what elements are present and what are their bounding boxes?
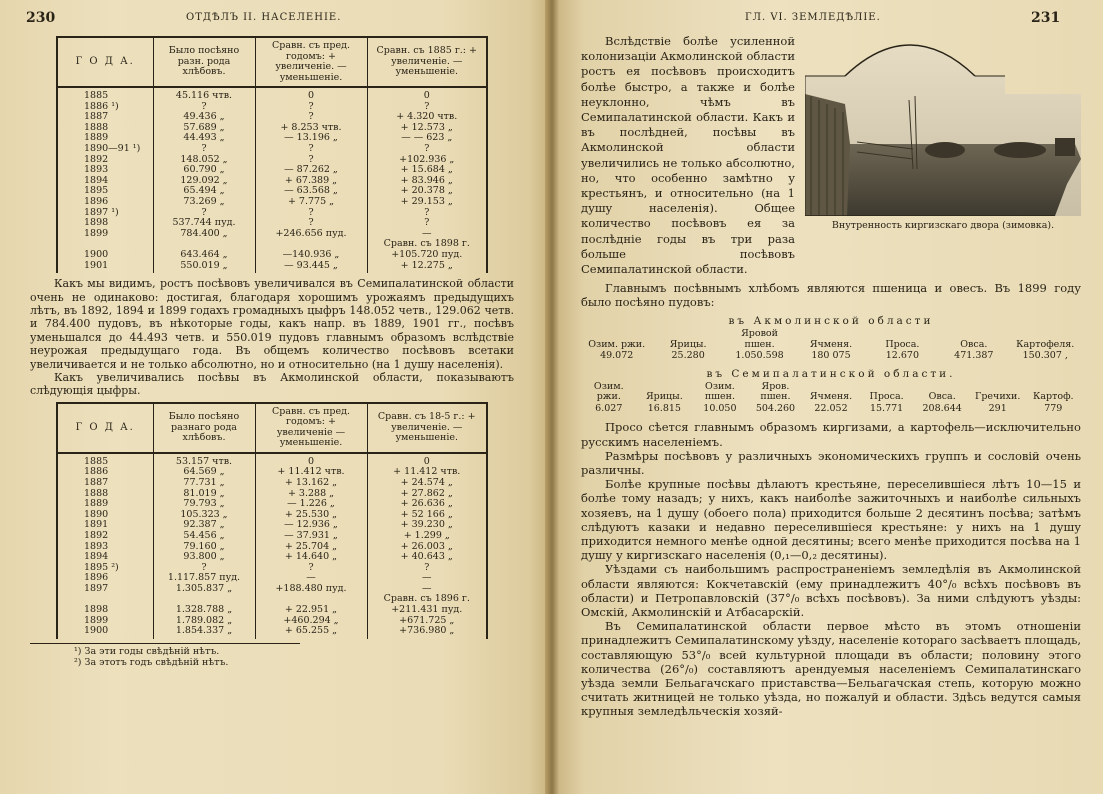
value-cell: 60.790 „ bbox=[153, 165, 255, 176]
crop-label bbox=[1028, 382, 1080, 403]
crop-label bbox=[805, 382, 857, 403]
value-cell: Сравн. съ 1896 г. bbox=[367, 594, 487, 605]
value-cell: + 1.299 „ bbox=[367, 531, 487, 542]
table-row bbox=[57, 499, 487, 510]
crop-value: 6.027 bbox=[595, 402, 623, 414]
value-cell: +246.656 пуд. bbox=[255, 229, 367, 240]
value-cell: + 12.573 „ bbox=[367, 123, 487, 134]
year-cell bbox=[57, 594, 153, 605]
value-cell: 643.464 „ bbox=[153, 250, 255, 261]
table-row bbox=[57, 510, 487, 521]
footnote: ¹) За эти годы свѣдѣній нѣтъ. bbox=[74, 645, 220, 657]
value-cell bbox=[153, 594, 255, 605]
year-cell: 1888 bbox=[57, 123, 153, 134]
value-cell: + 13.162 „ bbox=[255, 478, 367, 489]
year-cell: 1891 bbox=[57, 520, 153, 531]
crop-value: 15.771 bbox=[869, 402, 904, 414]
value-cell: ? bbox=[255, 112, 367, 123]
table-row bbox=[57, 552, 487, 563]
crop-label-text: Ячменя. bbox=[809, 338, 853, 350]
value-cell bbox=[153, 239, 255, 250]
value-cell: + 11.412 чтв. bbox=[367, 467, 487, 478]
crop-label bbox=[940, 329, 1007, 350]
value-cell: 57.689 „ bbox=[153, 123, 255, 134]
value-cell: — 37.931 „ bbox=[255, 531, 367, 542]
value-cell: 550.019 „ bbox=[153, 261, 255, 274]
value-cell: 49.436 „ bbox=[153, 112, 255, 123]
value-cell: Сравн. съ 1898 г. bbox=[367, 239, 487, 250]
value-cell: 79.160 „ bbox=[153, 542, 255, 553]
book-gutter bbox=[545, 0, 559, 794]
paragraph: Въ Семипалатинской области первое мѣсто въ этомъ отношеніи принадлежитъ Семипалатинскому уѣзду, населеніе котораго засѣваетъ площадь, составляющую 53°/₀ всей культурной площади въ области; половину этого количества (26°/₀) составляютъ арендуемыя населеніемъ Семипалатинскаго уѣзда земли Бельагачскаго приставства—Бельагачская степь, которую можно считать житницей не только уѣзда, но пожалуй и области. Здѣсь ведутся самыя крупныя земледѣльческія хозяй- bbox=[581, 619, 1081, 719]
crop-label bbox=[583, 382, 635, 403]
year-cell: 1893 bbox=[57, 542, 153, 553]
crop-value: 180 075 bbox=[811, 350, 851, 362]
value-cell: 784.400 „ bbox=[153, 229, 255, 240]
table-row bbox=[57, 573, 487, 584]
column-header: Сравн. съ 1885 г.: + увеличеніе. — уменьшеніе. bbox=[367, 37, 487, 87]
crop-label bbox=[916, 382, 968, 403]
value-cell: + 26.003 „ bbox=[367, 542, 487, 553]
year-cell bbox=[57, 239, 153, 250]
column-header: Было посѣяно разнаго рода хлѣбовъ. bbox=[153, 403, 255, 453]
value-cell: 105.323 „ bbox=[153, 510, 255, 521]
value-cell: 0 bbox=[367, 87, 487, 102]
value-cell: + 40.643 „ bbox=[367, 552, 487, 563]
value-cell: + 27.862 „ bbox=[367, 489, 487, 500]
crop-value: 779 bbox=[1044, 402, 1063, 414]
year-cell: 1895 bbox=[57, 186, 153, 197]
crop-label-text: Проса. bbox=[869, 391, 904, 403]
value-cell: +736.980 „ bbox=[367, 626, 487, 639]
crop-value: 16.815 bbox=[647, 402, 681, 414]
year-cell: 1886 ¹) bbox=[57, 102, 153, 113]
year-cell: 1900 bbox=[57, 250, 153, 261]
value-cell: 0 bbox=[367, 453, 487, 468]
right-top-block bbox=[581, 34, 1081, 277]
table-row bbox=[57, 133, 487, 144]
table-row bbox=[57, 626, 487, 639]
value-cell: + 11.412 чтв. bbox=[255, 467, 367, 478]
crop-value: 150.307 , bbox=[1022, 350, 1068, 362]
value-cell: ? bbox=[367, 144, 487, 155]
value-cell: + 29.153 „ bbox=[367, 197, 487, 208]
value-cell: + 15.684 „ bbox=[367, 165, 487, 176]
value-cell: — bbox=[367, 584, 487, 595]
value-cell: ? bbox=[153, 208, 255, 219]
crop-label bbox=[639, 382, 691, 403]
semipalatinsk-title: въ Семипалатинской области. bbox=[706, 367, 956, 380]
value-cell: + 67.389 „ bbox=[255, 176, 367, 187]
table-row bbox=[57, 239, 487, 250]
value-cell: 77.731 „ bbox=[153, 478, 255, 489]
crop-column bbox=[867, 329, 938, 362]
value-cell: 45.116 чтв. bbox=[153, 87, 255, 102]
value-cell: ? bbox=[153, 563, 255, 574]
crop-column bbox=[652, 329, 723, 362]
page-number: 230 bbox=[26, 10, 56, 26]
table-row bbox=[57, 616, 487, 627]
crop-value: 12.670 bbox=[885, 350, 920, 362]
semipalatinsk-sowing-table bbox=[56, 36, 488, 273]
year-cell: 1894 bbox=[57, 176, 153, 187]
value-cell: 1.854.337 „ bbox=[153, 626, 255, 639]
value-cell: + 24.574 „ bbox=[367, 478, 487, 489]
column-header: Сравн. съ 18-5 г.: + увеличеніе. — уменьшеніе. bbox=[367, 403, 487, 453]
crop-value: 10.050 bbox=[703, 402, 737, 414]
value-cell: +671.725 „ bbox=[367, 616, 487, 627]
crop-column bbox=[724, 329, 795, 362]
value-cell: + 20.378 „ bbox=[367, 186, 487, 197]
crop-label-text: Ярицы. bbox=[645, 391, 683, 403]
value-cell: ? bbox=[255, 208, 367, 219]
table-row bbox=[57, 250, 487, 261]
crop-label-text: Проса. bbox=[885, 338, 920, 350]
table-row bbox=[57, 453, 487, 468]
value-cell: — bbox=[255, 573, 367, 584]
table-row bbox=[57, 112, 487, 123]
value-cell: +211.431 пуд. bbox=[367, 605, 487, 616]
crop-label-text: Овса. bbox=[928, 391, 956, 403]
value-cell: ? bbox=[153, 144, 255, 155]
value-cell: 79.793 „ bbox=[153, 499, 255, 510]
crop-label-text: Картоф. bbox=[1033, 391, 1074, 403]
paragraph: Просо сѣется главнымъ образомъ киргизами, а картофель—исключительно русскимъ населеніемъ. bbox=[581, 420, 1081, 449]
year-cell: 1888 bbox=[57, 489, 153, 500]
paragraph: Главнымъ посѣвнымъ хлѣбомъ являются пшеница и овесъ. Въ 1899 году было посѣяно пудовъ: bbox=[581, 281, 1081, 310]
crop-label-text: Картофеля. bbox=[1016, 338, 1075, 350]
crop-column bbox=[803, 382, 859, 415]
running-head: ОТДѢЛЪ II. НАСЕЛЕНІЕ. bbox=[186, 12, 342, 23]
figure bbox=[805, 34, 1081, 232]
table-row bbox=[57, 594, 487, 605]
value-cell: ? bbox=[255, 102, 367, 113]
crop-label-text: Озим. ржи. bbox=[588, 338, 646, 350]
table-row bbox=[57, 155, 487, 166]
crop-column bbox=[637, 382, 693, 415]
paragraph: Уѣздами съ наибольшимъ распространеніемъ земледѣлія въ Акмолинской области являются: Кокчетавскій (ему принадлежитъ 40°/₀ всѣхъ посѣвовъ въ области) и Петропавловскій (37°/₀ всѣхъ посѣвовъ). За ними слѣдуютъ уѣзды: Омскій, Акмолинскій и Атбасарскій. bbox=[581, 562, 1081, 620]
table-row bbox=[57, 208, 487, 219]
value-cell: — 12.936 „ bbox=[255, 520, 367, 531]
value-cell: +188.480 пуд. bbox=[255, 584, 367, 595]
table-row bbox=[57, 584, 487, 595]
value-cell: ? bbox=[255, 155, 367, 166]
value-cell: ? bbox=[367, 208, 487, 219]
table-row bbox=[57, 478, 487, 489]
crop-column bbox=[938, 329, 1009, 362]
table-row bbox=[57, 176, 487, 187]
crop-value: 1.050.598 bbox=[735, 350, 784, 362]
year-cell: 1890 bbox=[57, 510, 153, 521]
crop-column bbox=[692, 382, 748, 415]
crop-value: 25.280 bbox=[671, 350, 705, 362]
year-cell: 1885 bbox=[57, 87, 153, 102]
left-column bbox=[30, 36, 514, 668]
column-header: Сравн. съ пред. годомъ: + увеличеніе — уменьшеніе. bbox=[255, 403, 367, 453]
year-cell: 1896 bbox=[57, 573, 153, 584]
footnote: ²) За этотъ годъ свѣдѣній нѣтъ. bbox=[74, 656, 229, 668]
value-cell: ? bbox=[367, 102, 487, 113]
page-number: 231 bbox=[1031, 10, 1061, 26]
year-cell: 1887 bbox=[57, 112, 153, 123]
year-cell: 1899 bbox=[57, 616, 153, 627]
crop-column bbox=[581, 329, 652, 362]
year-cell: 1893 bbox=[57, 165, 153, 176]
crop-label-text: Озим. пшен. bbox=[704, 380, 735, 403]
table-row bbox=[57, 123, 487, 134]
value-cell: — 13.196 „ bbox=[255, 133, 367, 144]
year-cell: 1899 bbox=[57, 229, 153, 240]
akmolinsk-title: въ Акмолинской области bbox=[728, 315, 934, 328]
year-cell: 1892 bbox=[57, 531, 153, 542]
year-cell: 1897 bbox=[57, 584, 153, 595]
year-cell: 1901 bbox=[57, 261, 153, 274]
value-cell: + 7.775 „ bbox=[255, 197, 367, 208]
value-cell: + 25.704 „ bbox=[255, 542, 367, 553]
crop-label bbox=[1012, 329, 1079, 350]
table-row bbox=[57, 87, 487, 102]
value-cell: + 25.530 „ bbox=[255, 510, 367, 521]
value-cell: +105.720 пуд. bbox=[367, 250, 487, 261]
left-body-text bbox=[30, 277, 514, 398]
right-body-text bbox=[581, 420, 1081, 718]
value-cell: 92.387 „ bbox=[153, 520, 255, 531]
crop-label bbox=[972, 382, 1024, 403]
crop-column bbox=[914, 382, 970, 415]
value-cell: 81.019 „ bbox=[153, 489, 255, 500]
crop-column bbox=[859, 382, 915, 415]
value-cell: +102.936 „ bbox=[367, 155, 487, 166]
crop-label-text: Овса. bbox=[960, 338, 988, 350]
table-row bbox=[57, 261, 487, 274]
value-cell: 65.494 „ bbox=[153, 186, 255, 197]
value-cell: 44.493 „ bbox=[153, 133, 255, 144]
yard-photo bbox=[805, 34, 1081, 216]
right-column bbox=[581, 281, 1081, 719]
footnotes bbox=[30, 643, 514, 668]
crop-value: 22.052 bbox=[814, 402, 848, 414]
footnote-rule bbox=[30, 643, 300, 644]
crop-label-text: Гречихи. bbox=[975, 391, 1021, 403]
crop-label-text: Ярицы. bbox=[669, 338, 707, 350]
value-cell: ? bbox=[367, 563, 487, 574]
value-cell: 537.744 пуд. bbox=[153, 218, 255, 229]
year-cell: 1895 ²) bbox=[57, 563, 153, 574]
right-page bbox=[559, 0, 1103, 794]
crop-value: 208.644 bbox=[922, 402, 962, 414]
crop-column bbox=[795, 329, 866, 362]
value-cell: + 4.320 чтв. bbox=[367, 112, 487, 123]
value-cell: 0 bbox=[255, 453, 367, 468]
paragraph: Какъ мы видимъ, ростъ посѣвовъ увеличивался въ Семипалатинской области очень не одинаково: достигая, благодаря хорошимъ урожаямъ предыдущихъ лѣтъ, въ 1892, 1894 и 1899 годахъ громадныхъ цыфръ 148.052 четв., 129.062 четв. и 784.400 пудовъ, въ нѣкоторые годы, какъ напр. въ 1889, 1901 гг., посѣвъ уменьшался до 44.493 четв. и 550.019 пудовъ главнымъ образомъ вслѣдствіе неурожая предыдущаго года. Въ общемъ количество посѣвовъ всетаки увеличивается и не только абсолютно, но и относительно (на 1 душу населенія). bbox=[30, 277, 514, 371]
crop-column bbox=[1010, 329, 1081, 362]
year-cell: 1892 bbox=[57, 155, 153, 166]
crop-label bbox=[869, 329, 936, 350]
year-cell: 1886 bbox=[57, 467, 153, 478]
value-cell: 53.157 чтв. bbox=[153, 453, 255, 468]
year-cell: 1889 bbox=[57, 499, 153, 510]
crop-label-text: Озим. ржи. bbox=[593, 380, 624, 403]
table-row bbox=[57, 563, 487, 574]
main-crops-paragraph bbox=[581, 281, 1081, 309]
year-cell: 1887 bbox=[57, 478, 153, 489]
value-cell: ? bbox=[255, 144, 367, 155]
value-cell: + 65.255 „ bbox=[255, 626, 367, 639]
value-cell: 1.305.837 „ bbox=[153, 584, 255, 595]
year-cell: 1898 bbox=[57, 605, 153, 616]
table-row bbox=[57, 605, 487, 616]
value-cell: + 12.275 „ bbox=[367, 261, 487, 274]
year-cell: 1898 bbox=[57, 218, 153, 229]
column-header: Сравн. съ пред. годомъ: + увеличеніе. — уменьшеніе. bbox=[255, 37, 367, 87]
value-cell: + 8.253 чтв. bbox=[255, 123, 367, 134]
value-cell: 0 bbox=[255, 87, 367, 102]
intro-paragraph bbox=[581, 34, 795, 277]
value-cell: — 93.445 „ bbox=[255, 261, 367, 274]
semipalatinsk-crops bbox=[581, 382, 1081, 415]
table-row bbox=[57, 186, 487, 197]
crop-column bbox=[1026, 382, 1082, 415]
crop-column bbox=[748, 382, 804, 415]
paragraph: Болѣе крупные посѣвы дѣлаютъ крестьяне, переселившіеся лѣтъ 10—15 и болѣе тому назадъ; у нихъ, какъ наиболѣе зажиточныхъ и наиболѣе сильныхъ хозяевъ, на 1 душу (обоего пола) приходится больше 2 десятинъ посѣва; затѣмъ слѣдуютъ казаки и недавно переселившіеся крестьяне: у нихъ на 1 душу приходится немного менѣе одной десятины; всего менѣе приходится посѣва на 1 душу у киргизскаго населенія (0,₁—0,₂ десятины). bbox=[581, 477, 1081, 563]
akmolinsk-sowing-table bbox=[56, 402, 488, 639]
table-row bbox=[57, 229, 487, 240]
crop-label-text: Яров. пшен. bbox=[760, 380, 791, 403]
table-row bbox=[57, 144, 487, 155]
paragraph: Размѣры посѣвовъ у различныхъ экономическихъ группъ и сословій очень различны. bbox=[581, 448, 1081, 478]
crop-value: 471.387 bbox=[954, 350, 994, 362]
crop-label bbox=[654, 329, 721, 350]
year-cell: 1900 bbox=[57, 626, 153, 639]
table-row bbox=[57, 467, 487, 478]
crop-label bbox=[694, 382, 746, 403]
year-cell: 1885 bbox=[57, 453, 153, 468]
value-cell: 1.789.082 „ bbox=[153, 616, 255, 627]
value-cell: — 87.262 „ bbox=[255, 165, 367, 176]
value-cell: — — 623 „ bbox=[367, 133, 487, 144]
table-row bbox=[57, 489, 487, 500]
value-cell: 54.456 „ bbox=[153, 531, 255, 542]
value-cell: 64.569 „ bbox=[153, 467, 255, 478]
crop-column bbox=[970, 382, 1026, 415]
left-page bbox=[0, 0, 545, 794]
value-cell: + 3.288 „ bbox=[255, 489, 367, 500]
value-cell: — 63.568 „ bbox=[255, 186, 367, 197]
paragraph: Вслѣдствіе болѣе усиленной колонизаціи Акмолинской области ростъ ея посѣвовъ происходитъ болѣе быстро, а также и болѣе неуклонно, чѣмъ въ Семипалатинской области. Какъ и въ послѣдней, посѣвы въ Акмолинской области увеличились не только абсолютно, но, что особенно замѣтно у крестьянъ, и относительно (на 1 душу населенія). Общее количество посѣвовъ ея за послѣдніе годы въ три раза больше посѣвовъ Семипалатинской области. bbox=[581, 34, 795, 277]
year-cell: 1894 bbox=[57, 552, 153, 563]
value-cell: — bbox=[367, 229, 487, 240]
value-cell: ? bbox=[367, 218, 487, 229]
table-row bbox=[57, 542, 487, 553]
value-cell: + 26.636 „ bbox=[367, 499, 487, 510]
value-cell bbox=[255, 239, 367, 250]
value-cell: ? bbox=[153, 102, 255, 113]
value-cell: 148.052 „ bbox=[153, 155, 255, 166]
value-cell: 73.269 „ bbox=[153, 197, 255, 208]
value-cell: 93.800 „ bbox=[153, 552, 255, 563]
value-cell: — 1.226 „ bbox=[255, 499, 367, 510]
value-cell: — bbox=[367, 573, 487, 584]
crop-label bbox=[750, 382, 802, 403]
table-row bbox=[57, 218, 487, 229]
table-row bbox=[57, 531, 487, 542]
crop-label bbox=[583, 329, 650, 350]
photo-caption: Внутренность киргизскаго двора (зимовка). bbox=[831, 220, 1055, 231]
crop-column bbox=[581, 382, 637, 415]
table-row bbox=[57, 102, 487, 113]
value-cell: + 14.640 „ bbox=[255, 552, 367, 563]
crop-value: 504.260 bbox=[755, 402, 796, 414]
value-cell: + 52 166 „ bbox=[367, 510, 487, 521]
crop-value: 49.072 bbox=[600, 350, 634, 362]
crop-label-text: Яровой пшен. bbox=[741, 328, 778, 350]
value-cell: +460.294 „ bbox=[255, 616, 367, 627]
crop-label bbox=[861, 382, 913, 403]
paragraph: Какъ увеличивались посѣвы въ Акмолинской области, показываютъ слѣдующія цыфры. bbox=[30, 370, 514, 398]
value-cell: + 22.951 „ bbox=[255, 605, 367, 616]
value-cell: 1.117.857 пуд. bbox=[153, 573, 255, 584]
year-cell: 1896 bbox=[57, 197, 153, 208]
year-cell: 1890—91 ¹) bbox=[57, 144, 153, 155]
value-cell: + 39.230 „ bbox=[367, 520, 487, 531]
value-cell: ? bbox=[255, 563, 367, 574]
running-head: ГЛ. VI. ЗЕМЛЕДѢЛІЕ. bbox=[745, 12, 881, 23]
column-header: Было посѣяно разн. рода хлѣбовъ. bbox=[153, 37, 255, 87]
table-row bbox=[57, 520, 487, 531]
value-cell bbox=[255, 594, 367, 605]
column-header: Г О Д А. bbox=[57, 37, 153, 87]
crop-label bbox=[797, 329, 864, 350]
value-cell: —140.936 „ bbox=[255, 250, 367, 261]
value-cell: 1.328.788 „ bbox=[153, 605, 255, 616]
crop-value: 291 bbox=[988, 402, 1007, 414]
value-cell: ? bbox=[255, 218, 367, 229]
crop-label bbox=[726, 329, 793, 350]
akmolinsk-crops bbox=[581, 329, 1081, 362]
table-row bbox=[57, 165, 487, 176]
table-row bbox=[57, 197, 487, 208]
column-header: Г О Д А. bbox=[57, 403, 153, 453]
crop-label-text: Ячменя. bbox=[809, 391, 853, 403]
value-cell: 129.092 „ bbox=[153, 176, 255, 187]
year-cell: 1897 ¹) bbox=[57, 208, 153, 219]
value-cell: + 83.946 „ bbox=[367, 176, 487, 187]
year-cell: 1889 bbox=[57, 133, 153, 144]
